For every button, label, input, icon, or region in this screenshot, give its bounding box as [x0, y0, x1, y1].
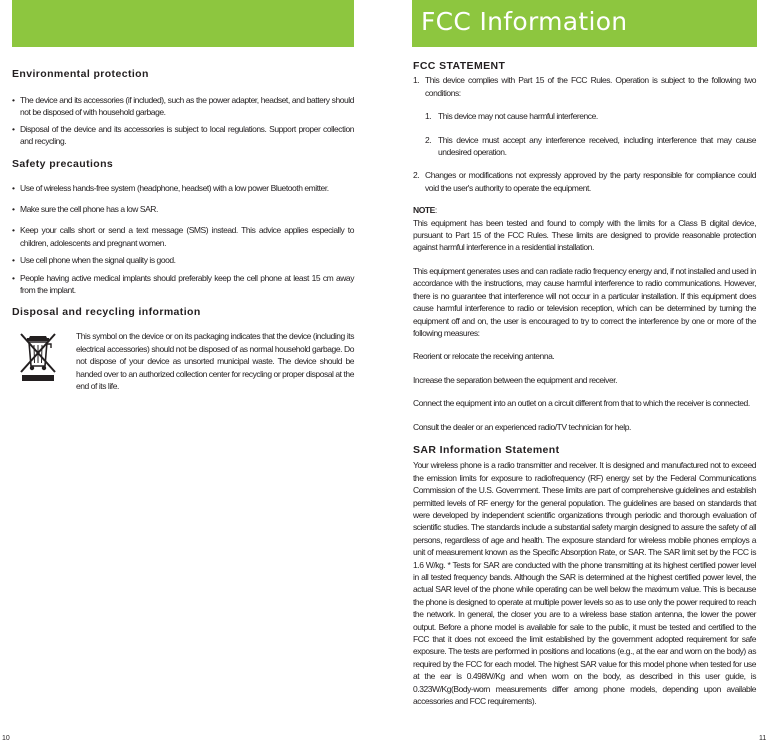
- sar-heading: SAR Information Statement: [413, 443, 560, 456]
- safety-heading: Safety precautions: [12, 157, 114, 170]
- safety-list: [12, 182, 354, 297]
- fcc-item-1: 1. This device complies with Part 15 of the FCC Rules. Operation is subject to the following two conditions:: [413, 75, 756, 98]
- list-item: • Make sure the cell phone has a low SAR.: [12, 204, 158, 215]
- disposal-heading: Disposal and recycling information: [12, 306, 201, 319]
- fcc-statement-heading: FCC STATEMENT: [413, 60, 506, 72]
- measure-1: Reorient or relocate the receiving antenna.: [413, 351, 555, 362]
- left-header-bar: [12, 0, 354, 47]
- fcc-subitem-2: 2. This device must accept any interference received, including interference that may cause undesired operation.: [425, 134, 756, 158]
- measure-2: Increase the separation between the equipment and receiver.: [413, 374, 618, 385]
- fcc-subitem-1: 1. This device may not cause harmful interference.: [425, 111, 598, 122]
- note-label: NOTE:: [413, 205, 437, 216]
- measure-4: Consult the dealer or an experienced radio/TV technician for help.: [413, 421, 631, 432]
- measure-3: Connect the equipment into an outlet on a circuit different from that to which the receiver is connected.: [413, 398, 750, 409]
- list-item: • Keep your calls short or send a text message (SMS) instead. This advice applies especially to children, adolescents and pregnant women.: [12, 225, 354, 248]
- page-title: FCC Information: [421, 7, 628, 36]
- disposal-text: This symbol on the device or on its packaging indicates that the device (including its electrical accessories) should not be disposed of as normal household garbage. Do not dispose of your device as unsorted municipal waste. The device should be handed over to an authorized collection center for recycling or proper disposal at the end of its life.: [76, 331, 354, 392]
- list-item: • The device and its accessories (if included), such as the power adapter, headset, and battery should not be disposed of with household garbage.: [12, 95, 354, 118]
- right-content: [413, 60, 756, 707]
- list-item: • Use cell phone when the signal quality is good.: [12, 255, 176, 266]
- fcc-item-2: 2. Changes or modifications not expressly approved by the party responsible for compliance could void the user's authority to operate the equipment.: [413, 170, 756, 193]
- disposal-block: [12, 330, 354, 392]
- list-item: • People having active medical implants should preferably keep the cell phone at least 15 cm away from the implant.: [12, 272, 354, 296]
- list-item: • Disposal of the device and its accessories is subject to local regulations. Support proper collection and recycling.: [12, 123, 354, 147]
- environmental-list: [12, 94, 354, 148]
- note-paragraph-2: This equipment generates uses and can radiate radio frequency energy and, if not installed and used in accordance with the instructions, may cause harmful interference to radio communications. However, there is no guarantee that interference will not occur in a particular installation. If this equipment does cause harmful interference to radio or television reception, which can be determined by turning the equipment off and on, the user is encouraged to try to correct the interference by one or more of the following measures:: [413, 265, 756, 338]
- page-number-right: 11: [759, 735, 767, 742]
- crossed-out-wheelie-bin-icon: [12, 330, 64, 382]
- left-content: [12, 68, 354, 393]
- right-header-bar: [412, 0, 757, 47]
- note-block: [413, 204, 756, 433]
- right-page: [384, 0, 768, 745]
- environmental-heading: Environmental protection: [12, 68, 149, 80]
- sar-text: Your wireless phone is a radio transmitter and receiver. It is designed and manufactured not to exceed the emission limits for exposure to radiofrequency (RF) energy set by the Federal Communications Commission of the U.S. Government. These limits are part of comprehensive guidelines and establish permitted levels of RF energy for the general population. The guidelines are based on standards that were developed by independent scientific organizations through periodic and thorough evaluation of scientific studies. The standards include a substantial safety margin designed to assure the safety of all persons, regardless of age and health. The exposure standard for wireless mobile phones employs a unit of measurement known as the Specific Absorption Rate, or SAR. The SAR limit set by the FCC is 1.6 W/kg. * Tests for SAR are conducted with the phone transmitting at its highest certified power level in all tested frequency bands. Although the SAR is determined at the highest certified power level, the actual SAR level of the phone while operating can be well below the maximum value. This is because the phone is designed to operate at multiple power levels so as to use only the power required to reach the network. In general, the closer you are to a wireless base station antenna, the lower the power output. Before a phone model is available for sale to the public, it must be tested and certified to the FCC that it does not exceed the limit established by the government adopted requirement for safe exposure. The tests are performed in positions and locations (e.g., at the ear and worn on the body) as required by the FCC for each model. The highest SAR value for this model phone when tested for use at the ear is 0.498W/Kg and when worn on the body, as described in this user guide, is 0.323W/Kg(Body-worn measurements differ among phone models, depending upon available accessories and FCC requirements).: [413, 460, 756, 707]
- page-number-left: 10: [2, 735, 10, 742]
- list-item: • Use of wireless hands-free system (headphone, headset) with a low power Bluetooth emitter.: [12, 182, 329, 193]
- note-paragraph-1: This equipment has been tested and found to comply with the limits for a Class B digital device, pursuant to Part 15 of the FCC Rules. These limits are designed to provide reasonable protection against harmful interference in a residential installation.: [413, 217, 756, 253]
